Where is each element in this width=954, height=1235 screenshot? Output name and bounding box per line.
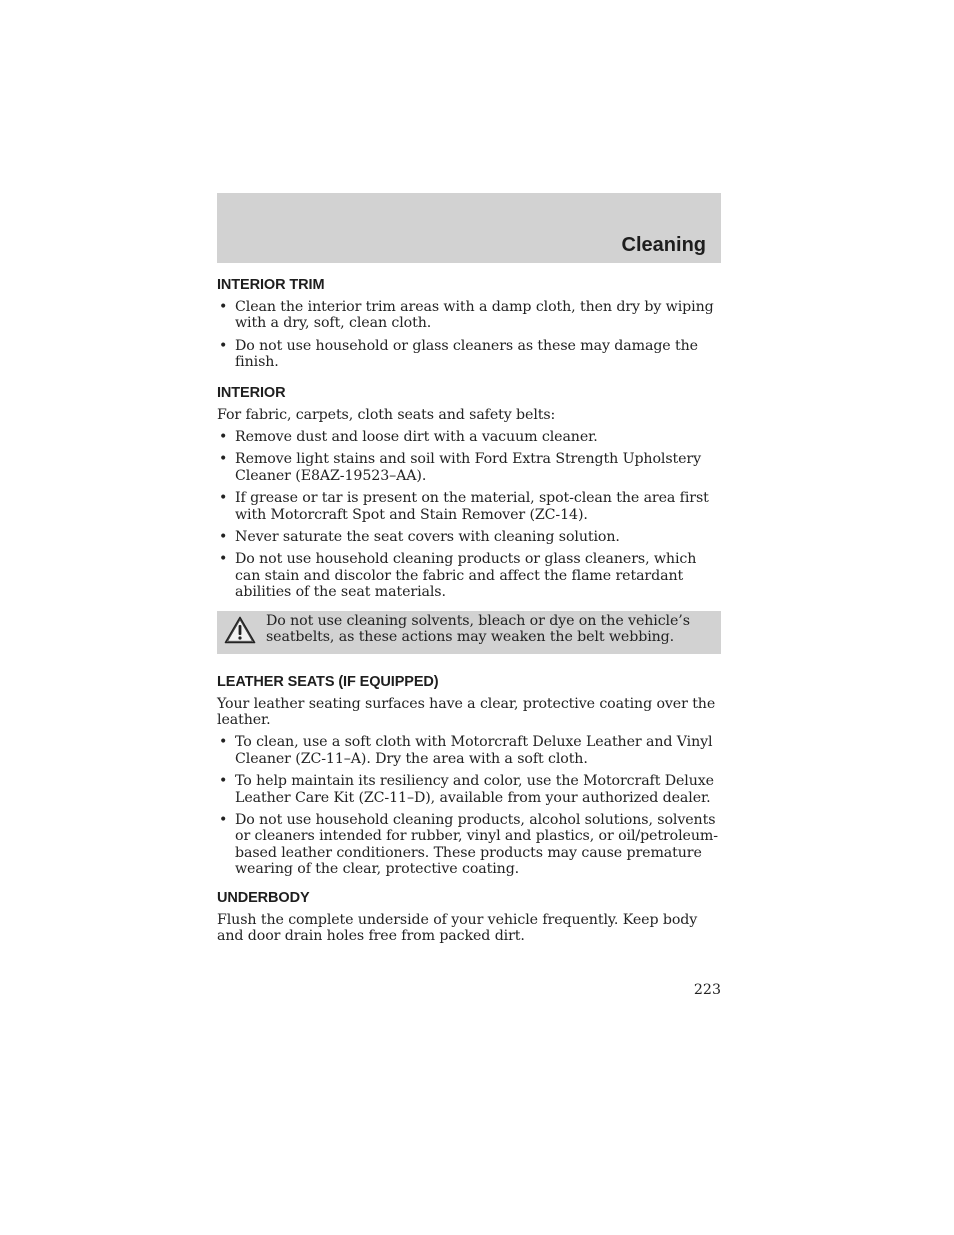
- bullet-icon: •: [219, 773, 228, 790]
- list-item: • To help maintain its resiliency and color, use the Motorcraft Deluxe Leather Care Kit (ZC-11–D), available from your authorized dealer.: [219, 773, 714, 806]
- list-item: • Do not use household cleaning products or glass cleaners, which can stain and discolor the fabric and affect the flame retardant abilities of the seat materials.: [219, 551, 697, 601]
- chapter-header-band: [217, 193, 721, 263]
- section-heading-interior-trim: INTERIOR TRIM: [217, 277, 325, 293]
- list-item: • Clean the interior trim areas with a damp cloth, then dry by wiping with a dry, soft, clean cloth.: [219, 299, 714, 332]
- list-item: • If grease or tar is present on the material, spot-clean the area first with Motorcraft Spot and Stain Remover (ZC-14).: [219, 490, 709, 523]
- list-item: • Remove light stains and soil with Ford Extra Strength Upholstery Cleaner (E8AZ-19523–AA).: [219, 451, 702, 484]
- bullet-icon: •: [219, 429, 228, 446]
- bullet-icon: •: [219, 451, 228, 468]
- list-item: • Never saturate the seat covers with cleaning solution.: [219, 529, 620, 546]
- bullet-icon: •: [219, 734, 228, 751]
- section-interior: [217, 385, 721, 654]
- list-item: • Do not use household cleaning products, alcohol solutions, solvents or cleaners intended for rubber, vinyl and plastics, or oil/petroleum-based leather conditioners. These products may cause premature wearing of the clear, protective coating.: [219, 811, 718, 878]
- page-content: [217, 277, 721, 950]
- bullet-icon: •: [219, 529, 228, 546]
- section-text: Flush the complete underside of your vehicle frequently. Keep body and door drain holes free from packed dirt.: [217, 911, 698, 944]
- bullet-icon: •: [219, 551, 228, 568]
- bullet-icon: •: [219, 811, 228, 828]
- chapter-title: Cleaning: [621, 234, 706, 256]
- section-intro: Your leather seating surfaces have a clear, protective coating over the leather.: [217, 695, 716, 728]
- section-heading-underbody: UNDERBODY: [217, 889, 310, 906]
- list-item: • To clean, use a soft cloth with Motorcraft Deluxe Leather and Vinyl Cleaner (ZC-11–A). Dry the area with a soft cloth.: [219, 734, 713, 767]
- list-item: • Remove dust and loose dirt with a vacuum cleaner.: [219, 429, 598, 446]
- bullet-icon: •: [219, 337, 228, 354]
- section-underbody: [217, 890, 721, 945]
- warning-box: [217, 611, 721, 654]
- list-item: • Do not use household or glass cleaners as these may damage the finish.: [219, 337, 698, 371]
- section-heading-leather-seats: LEATHER SEATS (IF EQUIPPED): [217, 673, 439, 690]
- warning-text: Do not use cleaning solvents, bleach or dye on the vehicle’s seatbelts, as these actions may weaken the belt webbing.: [266, 612, 690, 646]
- bullet-list-leather-seats: [217, 734, 721, 877]
- section-interior-trim: [217, 277, 721, 371]
- page-number: 223: [693, 982, 721, 998]
- section-intro: For fabric, carpets, cloth seats and safety belts:: [217, 406, 556, 423]
- bullet-list-interior: [217, 429, 721, 601]
- warning-triangle-icon: [224, 616, 256, 644]
- section-leather-seats: [217, 674, 721, 878]
- bullet-icon: •: [219, 490, 228, 507]
- bullet-list-interior-trim: [217, 299, 721, 371]
- section-heading-interior: INTERIOR: [217, 384, 286, 401]
- bullet-icon: •: [219, 299, 228, 315]
